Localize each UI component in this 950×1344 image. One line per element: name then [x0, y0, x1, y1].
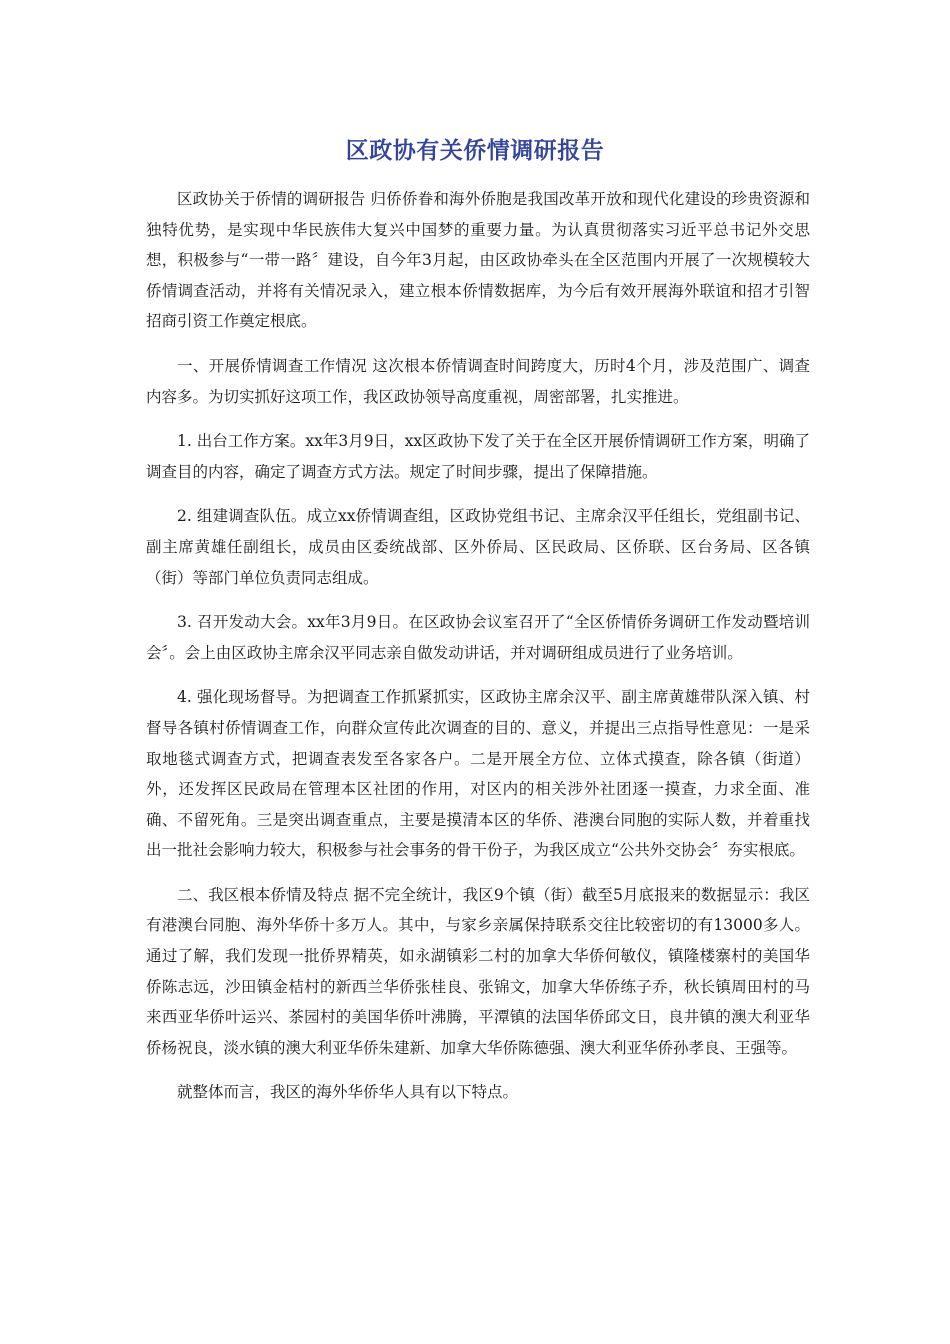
- document-body: [146, 184, 810, 1122]
- page-title: 区政协有关侨情调研报告: [345, 138, 605, 164]
- paragraph-item-1: 1. 出台工作方案。xx年3月9日，xx区政协下发了关于在全区开展侨情调研工作方案，明确了调查目的内容，确定了调查方式方法。规定了时间步骤，提出了保障措施。: [146, 432, 810, 481]
- paragraph-item-4: 4. 强化现场督导。为把调查工作抓紧抓实，区政协主席余汉平、副主席黄雄带队深入镇、村督导各镇村侨情调查工作，向群众宣传此次调查的目的、意义，并提出三点指导性意见：一是采取地毯式调查方式，把调查表发至各家各户。二是开展全方位、立体式摸查，除各镇（街道）外，还发挥区民政局在管理本区社团的作用，对区内的相关涉外社团逐一摸查，力求全面、准确、不留死角。三是突出调查重点，主要是摸清本区的华侨、港澳台同胞的实际人数，并着重找出一批社会影响力较大，积极参与社会事务的骨干份子，为我区成立“公共外交协会〞夯实根底。: [146, 688, 810, 860]
- paragraph-item-2: 2. 组建调查队伍。成立xx侨情调查组，区政协党组书记、主席余汉平任组长，党组副书记、副主席黄雄任副组长，成员由区委统战部、区外侨局、区民政局、区侨联、区台务局、区各镇（街）等部门单位负责同志组成。: [146, 507, 810, 587]
- paragraph-section-1: 一、开展侨情调查工作情况 这次根本侨情调查时间跨度大，历时4个月，涉及范围广、调查内容多。为切实抓好这项工作，我区政协领导高度重视，周密部署，扎实推进。: [146, 356, 810, 406]
- paragraph-summary: 就整体而言，我区的海外华侨华人具有以下特点。: [177, 1083, 519, 1102]
- paragraph-section-2: 二、我区根本侨情及特点 据不完全统计，我区9个镇（街）截至5月底报来的数据显示：我区有港澳台同胞、海外华侨十多万人。其中，与家乡亲属保持联系交往比较密切的有13000多人。通过了解，我们发现一批侨界精英，如永湖镇彩二村的加拿大华侨何敏仪，镇隆楼寨村的美国华侨陈志远，沙田镇金桔村的新西兰华侨张桂良、张锦文，加拿大华侨练子乔，秋长镇周田村的马来西亚华侨叶运兴、茶园村的美国华侨叶沸腾，平潭镇的法国华侨邱文日，良井镇的澳大利亚华侨杨祝良，淡水镇的澳大利亚华侨朱建新、加拿大华侨陈德强、澳大利亚华侨孙孝良、王强等。: [146, 885, 810, 1057]
- paragraph-item-3: 3. 召开发动大会。xx年3月9日。在区政协会议室召开了“全区侨情侨务调研工作发动暨培训会〞。会上由区政协主席余汉平同志亲自做发动讲话，并对调研组成员进行了业务培训。: [146, 613, 810, 662]
- paragraph-intro: 区政协关于侨情的调研报告 归侨侨眷和海外侨胞是我国改革开放和现代化建设的珍贵资源和独特优势，是实现中华民族伟大复兴中国梦的重要力量。为认真贯彻落实习近平总书记外交思想，积极参与“一带一路〞建设，自今年3月起，由区政协牵头在全区范围内开展了一次规模较大侨情调查活动，并将有关情况录入，建立根本侨情数据库，为今后有效开展海外联谊和招才引智招商引资工作奠定根底。: [146, 190, 810, 331]
